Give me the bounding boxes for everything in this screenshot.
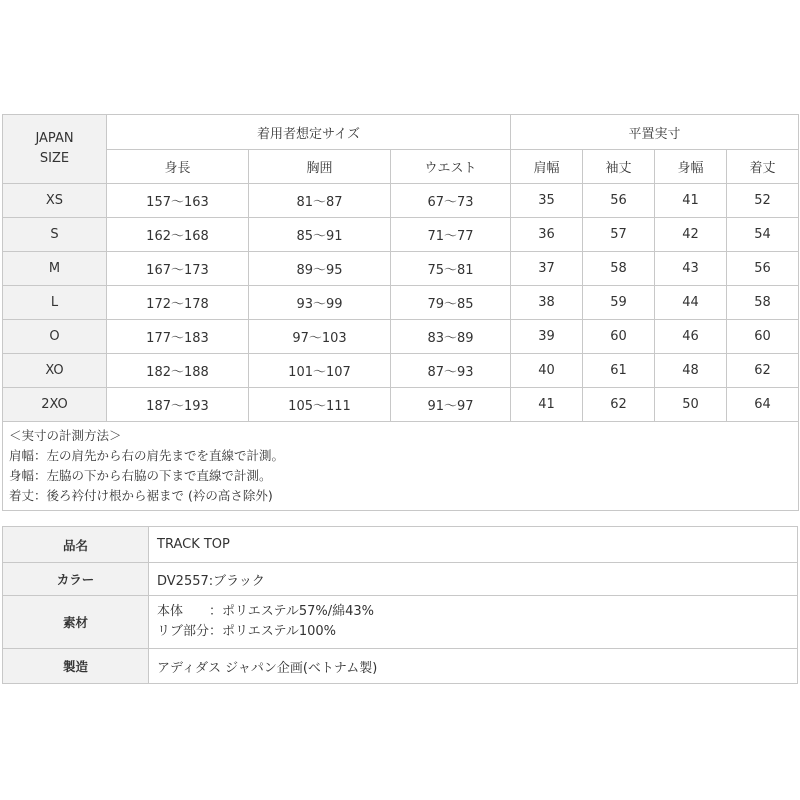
size-cell-sleeve: 61 bbox=[583, 354, 655, 388]
size-cell-chest: 105〜111 bbox=[249, 388, 391, 422]
estimated-size-group-header: 着用者想定サイズ bbox=[107, 115, 511, 150]
product-color-row bbox=[3, 563, 798, 596]
size-cell-body-width: 44 bbox=[655, 286, 727, 320]
size-label: XS bbox=[3, 184, 107, 218]
product-maker-row bbox=[3, 649, 798, 684]
size-cell-length: 56 bbox=[727, 252, 799, 286]
material-rib-line: リブ部分：ポリエステル100% bbox=[157, 624, 336, 639]
column-header-length: 着丈 bbox=[727, 150, 799, 184]
size-cell-sleeve: 57 bbox=[583, 218, 655, 252]
size-cell-shoulder: 36 bbox=[511, 218, 583, 252]
size-label: S bbox=[3, 218, 107, 252]
product-maker-label: 製造 bbox=[3, 649, 149, 684]
size-cell-length: 64 bbox=[727, 388, 799, 422]
size-cell-sleeve: 56 bbox=[583, 184, 655, 218]
size-cell-waist: 79〜85 bbox=[391, 286, 511, 320]
notes-title: ＜実寸の計測方法＞ bbox=[9, 428, 122, 443]
size-row bbox=[3, 218, 799, 252]
size-cell-body-width: 43 bbox=[655, 252, 727, 286]
column-header-chest: 胸囲 bbox=[249, 150, 391, 184]
size-cell-shoulder: 38 bbox=[511, 286, 583, 320]
size-cell-height: 167〜173 bbox=[107, 252, 249, 286]
size-cell-chest: 85〜91 bbox=[249, 218, 391, 252]
size-cell-length: 60 bbox=[727, 320, 799, 354]
column-header-sleeve: 袖丈 bbox=[583, 150, 655, 184]
size-cell-chest: 89〜95 bbox=[249, 252, 391, 286]
product-material-value bbox=[149, 596, 798, 649]
column-header-body-width: 身幅 bbox=[655, 150, 727, 184]
size-row bbox=[3, 184, 799, 218]
size-cell-waist: 75〜81 bbox=[391, 252, 511, 286]
size-chart-column-header-row bbox=[3, 150, 799, 184]
size-cell-height: 172〜178 bbox=[107, 286, 249, 320]
size-row bbox=[3, 320, 799, 354]
size-cell-body-width: 48 bbox=[655, 354, 727, 388]
product-info-table bbox=[2, 526, 798, 684]
measurement-notes-row bbox=[3, 422, 799, 511]
size-cell-waist: 67〜73 bbox=[391, 184, 511, 218]
size-cell-body-width: 46 bbox=[655, 320, 727, 354]
size-row bbox=[3, 388, 799, 422]
size-cell-height: 157〜163 bbox=[107, 184, 249, 218]
size-cell-length: 62 bbox=[727, 354, 799, 388]
size-row bbox=[3, 252, 799, 286]
measurement-notes bbox=[3, 422, 799, 511]
size-cell-height: 187〜193 bbox=[107, 388, 249, 422]
size-cell-chest: 93〜99 bbox=[249, 286, 391, 320]
size-cell-sleeve: 60 bbox=[583, 320, 655, 354]
japan-size-header-line-2: SIZE bbox=[39, 151, 70, 166]
size-cell-chest: 97〜103 bbox=[249, 320, 391, 354]
size-cell-sleeve: 62 bbox=[583, 388, 655, 422]
product-name-row bbox=[3, 527, 798, 563]
size-cell-body-width: 42 bbox=[655, 218, 727, 252]
size-label: M bbox=[3, 252, 107, 286]
size-chart-table bbox=[2, 114, 799, 511]
material-body-line: 本体 ：ポリエステル57%/綿43% bbox=[157, 604, 374, 619]
product-maker-value: アディダス ジャパン企画(ベトナム製) bbox=[149, 649, 798, 684]
notes-shoulder: 肩幅：左の肩先から右の肩先までを直線で計測。 bbox=[9, 448, 285, 463]
column-header-shoulder: 肩幅 bbox=[511, 150, 583, 184]
size-cell-sleeve: 59 bbox=[583, 286, 655, 320]
notes-body-width: 身幅：左脇の下から右脇の下まで直線で計測。 bbox=[9, 468, 272, 483]
japan-size-header bbox=[3, 115, 107, 184]
size-cell-shoulder: 35 bbox=[511, 184, 583, 218]
size-cell-shoulder: 41 bbox=[511, 388, 583, 422]
size-cell-length: 52 bbox=[727, 184, 799, 218]
size-chart-group-header-row bbox=[3, 115, 799, 150]
size-cell-length: 54 bbox=[727, 218, 799, 252]
product-color-value: DV2557:ブラック bbox=[149, 563, 798, 596]
size-cell-body-width: 50 bbox=[655, 388, 727, 422]
size-cell-waist: 91〜97 bbox=[391, 388, 511, 422]
size-cell-length: 58 bbox=[727, 286, 799, 320]
size-row bbox=[3, 286, 799, 320]
notes-length: 着丈：後ろ衿付け根から裾まで (衿の高さ除外) bbox=[9, 488, 273, 503]
size-cell-chest: 101〜107 bbox=[249, 354, 391, 388]
size-cell-waist: 87〜93 bbox=[391, 354, 511, 388]
product-name-label: 品名 bbox=[3, 527, 149, 563]
size-label: O bbox=[3, 320, 107, 354]
product-color-label: カラー bbox=[3, 563, 149, 596]
size-cell-height: 162〜168 bbox=[107, 218, 249, 252]
size-cell-height: 182〜188 bbox=[107, 354, 249, 388]
size-cell-shoulder: 40 bbox=[511, 354, 583, 388]
size-cell-waist: 83〜89 bbox=[391, 320, 511, 354]
japan-size-header-line-1: JAPAN bbox=[35, 131, 74, 146]
size-cell-height: 177〜183 bbox=[107, 320, 249, 354]
size-label: 2XO bbox=[3, 388, 107, 422]
column-header-waist: ウエスト bbox=[391, 150, 511, 184]
size-cell-waist: 71〜77 bbox=[391, 218, 511, 252]
size-label: L bbox=[3, 286, 107, 320]
size-cell-shoulder: 39 bbox=[511, 320, 583, 354]
product-name-value: TRACK TOP bbox=[149, 527, 798, 563]
size-cell-chest: 81〜87 bbox=[249, 184, 391, 218]
measured-size-group-header: 平置実寸 bbox=[511, 115, 799, 150]
size-cell-body-width: 41 bbox=[655, 184, 727, 218]
product-material-row bbox=[3, 596, 798, 649]
size-cell-sleeve: 58 bbox=[583, 252, 655, 286]
size-cell-shoulder: 37 bbox=[511, 252, 583, 286]
column-header-height: 身長 bbox=[107, 150, 249, 184]
size-label: XO bbox=[3, 354, 107, 388]
size-row bbox=[3, 354, 799, 388]
product-material-label: 素材 bbox=[3, 596, 149, 649]
